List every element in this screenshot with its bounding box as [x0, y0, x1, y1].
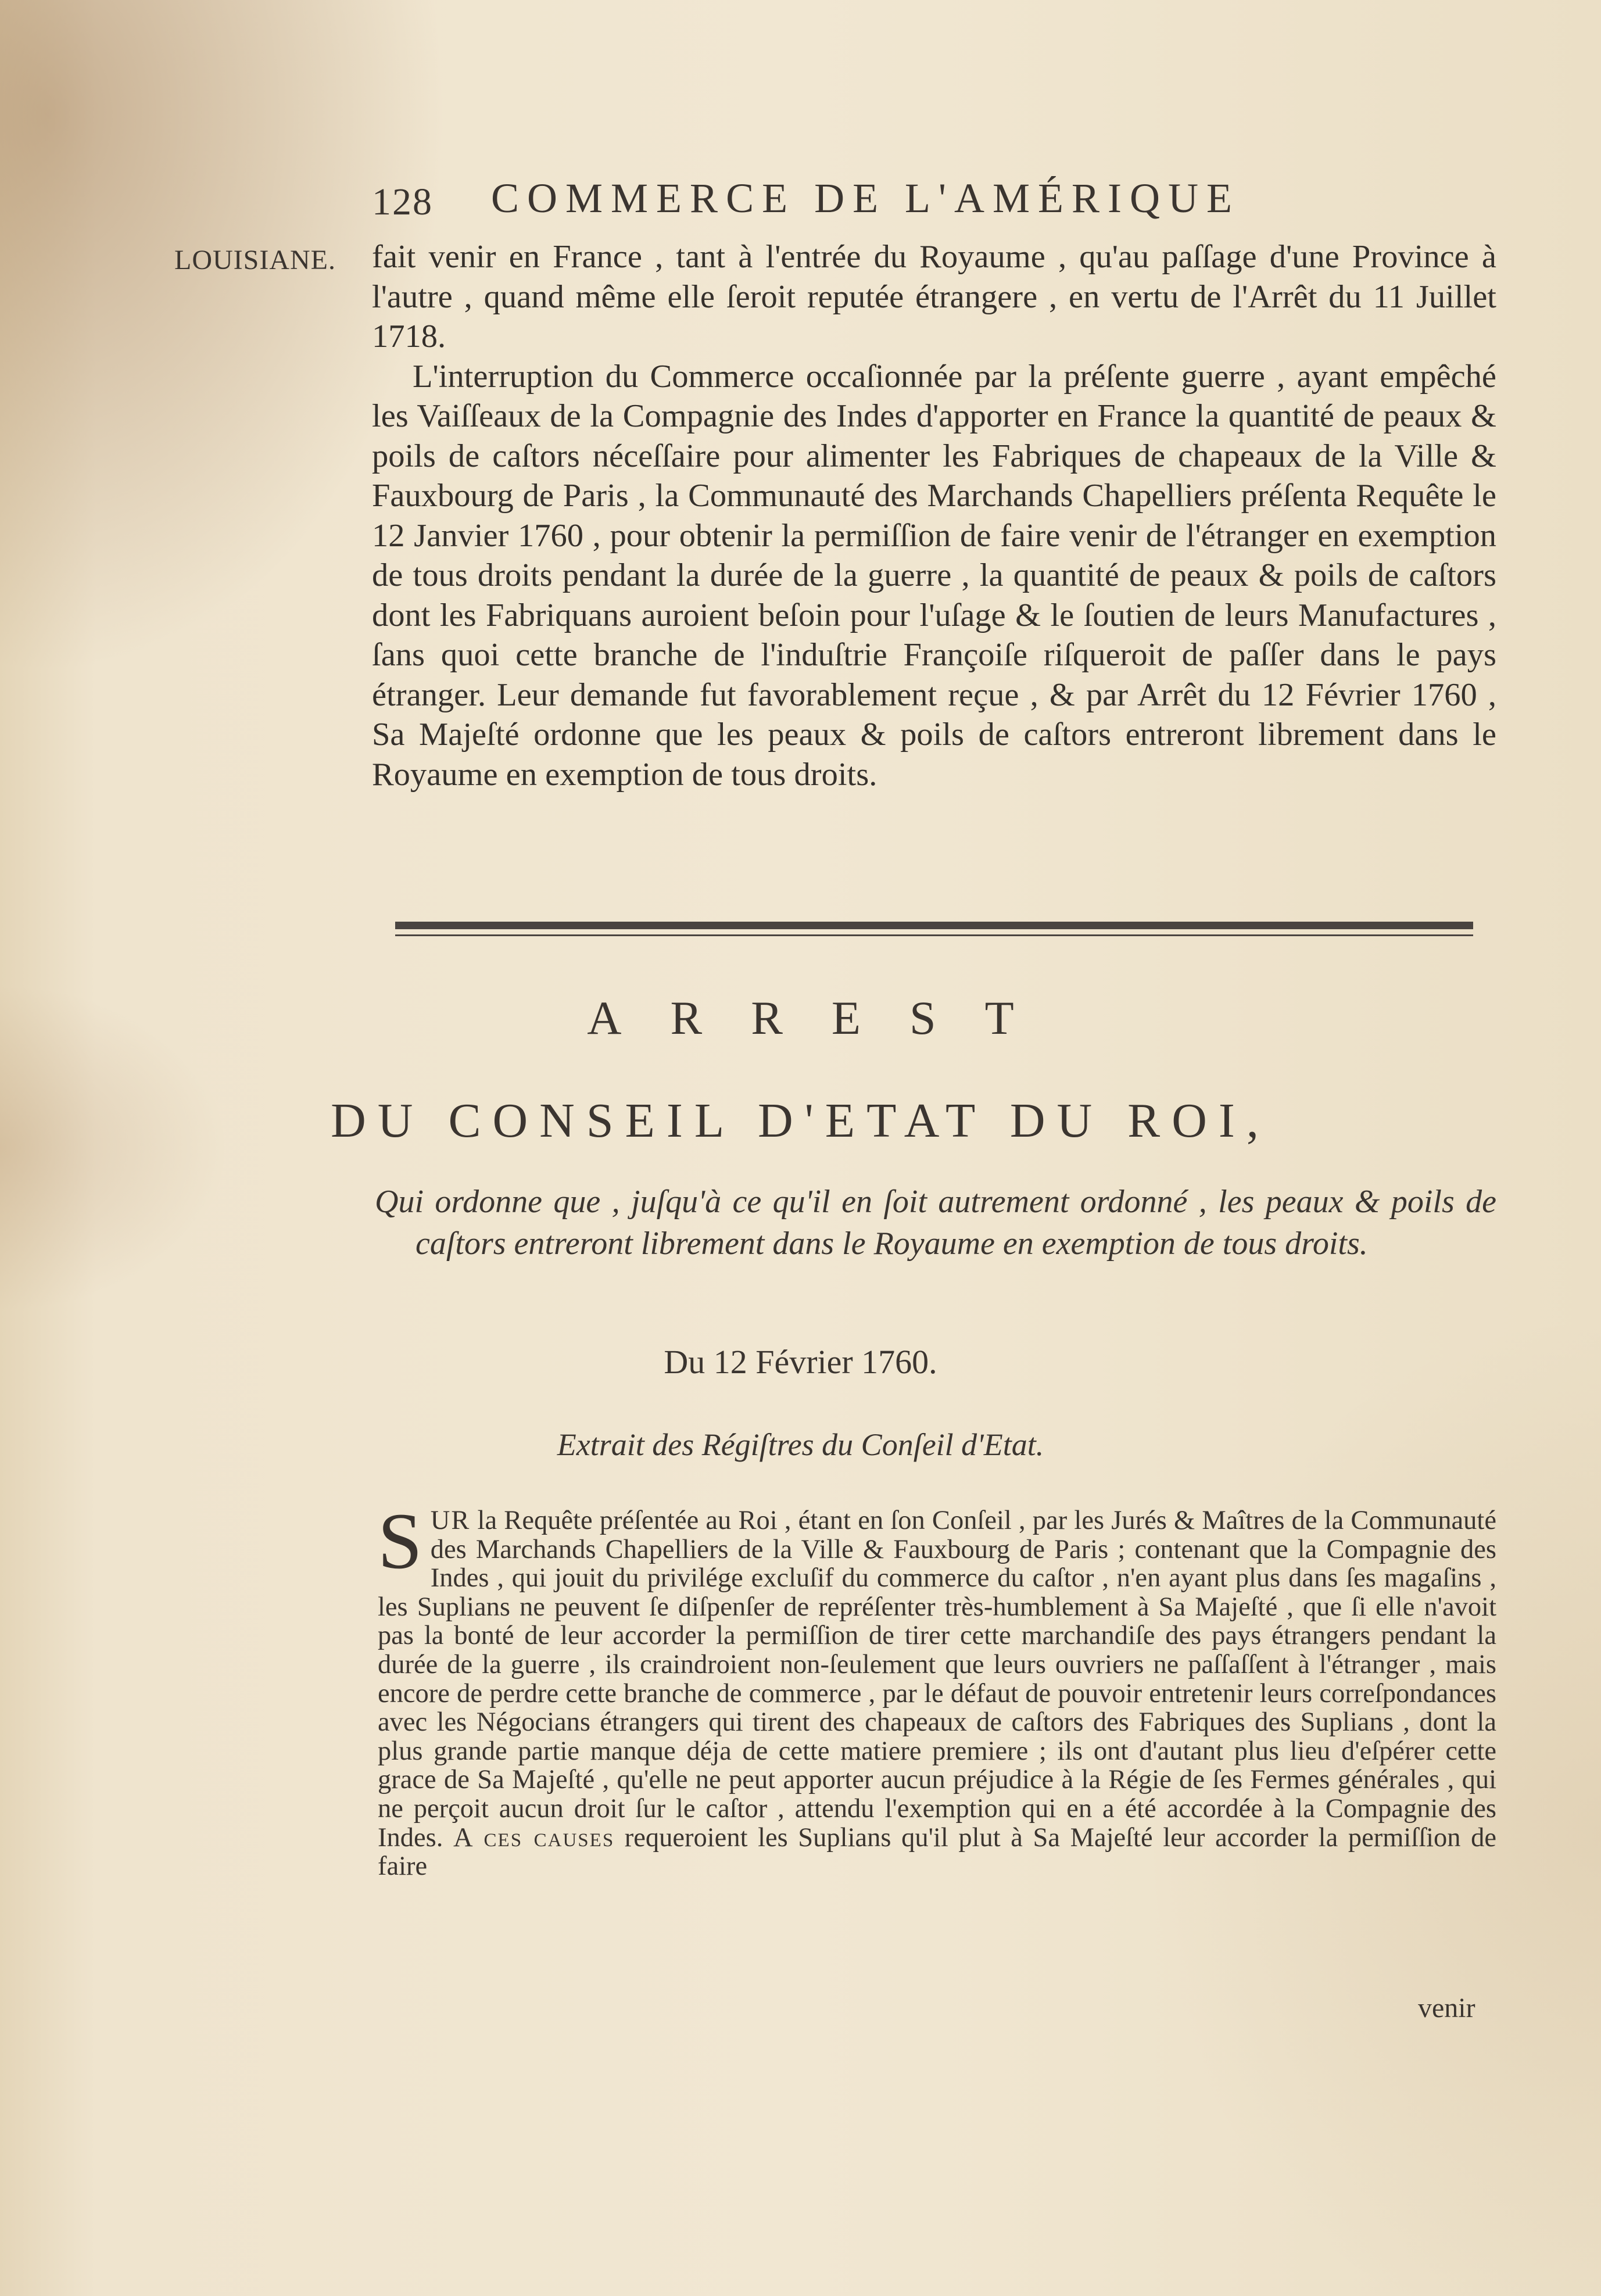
arrest-body: la Requête préſentée au Roi , étant en ſon Conſeil , par les Jurés & Maîtres de la Communauté des Marchands Chapelliers de la Ville & Fauxbourg de Paris ; contenant que la Compagnie des Indes , qui jouit du privilége excluſif du commerce du caſtor , n'en ayant plus dans ſes magaſins , les Suplians ne peuvent ſe diſpenſer de repréſenter très-humblement à Sa Majeſté , que ſi elle n'avoit pas la bonté de leur accorder la permiſſion de tirer cette marchandiſe des pays étrangers pendant la durée de la guerre , ils craindroient non-ſeulement que leurs ouvriers ne paſſaſſent à l'étranger , mais encore de perdre cette branche de commerce , par le défaut de pouvoir entretenir leurs correſpondances avec les Négocians étrangers qui tirent des chapeaux de caſtors des Fabriques des Suplians , dont la plus grande partie manque déja de cette matiere premiere ; ils ont d'autant plus lieu d'eſpérer cette grace de Sa Majeſté , qu'elle ne peut apporter aucun préjudice à la Régie de ſes Fermes générales , qui ne perçoit aucun droit ſur le caſtor , attendu l'exemption qui en a été accordée à la Compagnie des Indes. [378, 1506, 1496, 1853]
drop-cap: S [378, 1496, 422, 1585]
paragraph: L'interruption du Commerce occaſionnée par la préſente guerre , ayant empêché les Vaiſſeaux de la Compagnie des Indes d'apporter en France la quantité de peaux & poils de caſtors néceſſaire pour alimenter les Fabriques de chapeaux de la Ville & Fauxbourg de Paris , la Communauté des Marchands Chapelliers préſenta Requête le 12 Janvier 1760 , pour obtenir la permiſſion de faire venir de l'étranger en exemption de tous droits pendant la durée de la guerre , la quantité de peaux & poils de caſtors dont les Fabriquans auroient beſoin pour l'uſage & le ſoutien de leurs Manufactures , ſans quoi cette branche de l'induſtrie Françoiſe riſqueroit de paſſer dans le pays étranger. Leur demande fut favorablement reçue , & par Arrêt du 12 Février 1760 , Sa Majeſté ordonne que les peaux & poils de caſtors entreront librement dans le Royaume en exemption de tous droits. [372, 358, 1496, 793]
margin-note: LOUISIANE. [174, 245, 336, 275]
paragraph: fait venir en France , tant à l'entrée du Royaume , qu'au paſſage d'une Province à l'autre , quand même elle ſeroit reputée étrangere , en vertu de l'Arrêt du 11 Juillet 1718. [372, 239, 1496, 354]
arrest-subheading: DU CONSEIL D'ETAT DU ROI, [331, 1094, 1270, 1148]
running-header [372, 174, 1348, 227]
page-number: 128 [372, 181, 433, 223]
arrest-summary-text: Qui ordonne que , juſqu'à ce qu'il en ſoit autrement ordonné , les peaux & poils de caſtors entreront librement dans le Royaume en exemption de tous droits. [375, 1184, 1496, 1262]
arrest-summary [375, 1181, 1496, 1265]
arrest-extract-line: Extrait des Régiſtres du Conſeil d'Etat. [557, 1427, 1044, 1462]
arrest-heading: ARREST [587, 991, 1063, 1044]
arrest-date: Du 12 Février 1760. [664, 1343, 937, 1381]
arrest-body-end: requeroient les Suplians qu'il plut à Sa Majeſté leur accorder la permiſſion de faire [378, 1822, 1497, 1882]
divider-thick-line [395, 922, 1473, 929]
arrest-text [378, 1496, 1497, 1882]
section-divider [395, 922, 1473, 936]
body-text [372, 237, 1496, 794]
ces-causes: A ces causes [453, 1822, 615, 1853]
running-title: COMMERCE DE L'AMÉRIQUE [491, 175, 1240, 221]
divider-thin-line [395, 934, 1473, 936]
lead-words: UR [430, 1506, 471, 1535]
catchword: venir [1418, 1993, 1475, 2023]
